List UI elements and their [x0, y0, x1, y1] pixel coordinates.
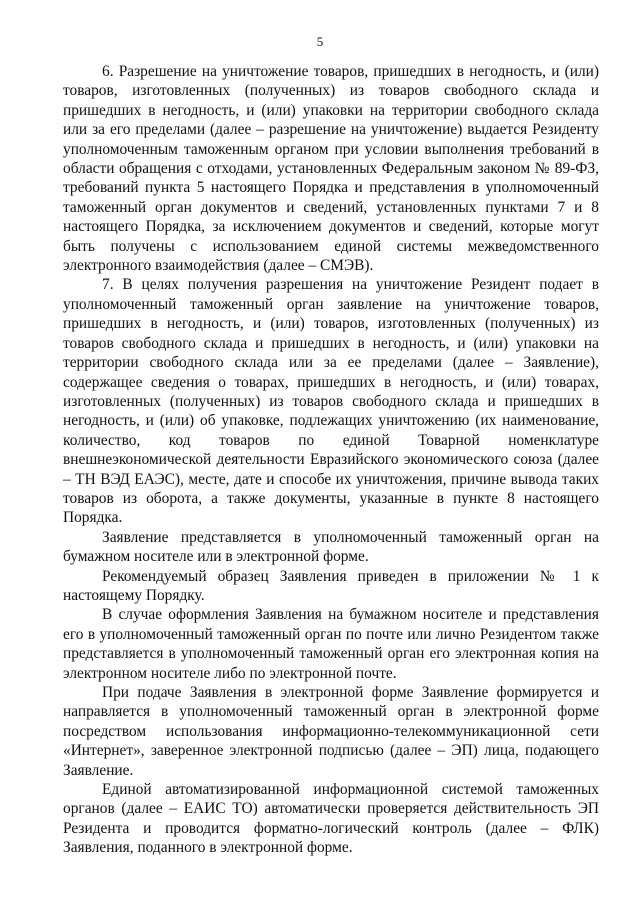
paragraph-7: 7. В целях получения разрешения на уничтожение Резидент подает в уполномоченный таможенный орган заявление на уничтожение товаров, пришедших в негодность, и (или) товаров, изготовленных (полученных) из товаров свободного склада и пришедших в негодность, и (или) упаковки на территории свободного склада или за ее пределами (далее – Заявление), содержащее сведения о товарах, пришедших в негодность, и (или) товарах, изготовленных (полученных) из товаров свободного склада и пришедших в негодность, и (или) об упаковке, подлежащих уничтожению (их наименование, количество, код товаров по единой Товарной номенклатуре внешнеэкономической деятельности Евразийского экономического союза (далее – ТН ВЭД ЕАЭС), месте, дате и способе их уничтожения, причине вывода таких товаров из оборота, а также документы, указанные в пункте 8 настоящего Порядка. — [63, 276, 599, 527]
paragraph-paper-submission: В случае оформления Заявления на бумажном носителе и представления его в уполномоченный таможенный орган по почте или лично Резидентом также представляется в уполномоченный таможенный орган его электронная копия на электронном носителе либо по электронной почте. — [63, 606, 599, 682]
paragraph-submission-form: Заявление представляется в уполномоченный таможенный орган на бумажном носителе или в электронной форме. — [63, 528, 599, 566]
document-body — [63, 62, 599, 858]
paragraph-electronic-submission: При подаче Заявления в электронной форме Заявление формируется и направляется в уполномоченный таможенный орган в электронной форме посредством использования информационно-телекоммуникационной сети «Интернет», заверенное электронной подписью (далее – ЭП) лица, подающего Заявление. — [63, 684, 599, 779]
paragraph-eais-check: Единой автоматизированной информационной системой таможенных органов (далее – ЕАИС ТО) автоматически проверяется действительность ЭП Резидента и проводится форматно-логический контроль (далее – ФЛК) Заявления, поданного в электронной форме. — [63, 781, 599, 857]
paragraph-sample-form: Рекомендуемый образец Заявления приведен в приложении № 1 к настоящему Порядку. — [63, 567, 599, 604]
page-number: 5 — [316, 34, 324, 49]
paragraph-6: 6. Разрешение на уничтожение товаров, пришедших в негодность, и (или) товаров, изготовленных (полученных) из товаров свободного склада и пришедших в негодность, и (или) упаковки на территории свободного склада или за его пределами (далее – разрешение на уничтожение) выдается Резиденту уполномоченным таможенным органом при условии выполнения требований в области обращения с отходами, установленных Федеральным законом № 89-ФЗ, требований пункта 5 настоящего Порядка и представления в уполномоченный таможенный орган документов и сведений, установленных пунктами 7 и 8 настоящего Порядка, за исключением документов и сведений, которые могут быть получены с использованием единой системы межведомственного электронного взаимодействия (далее – СМЭВ). — [63, 63, 599, 275]
